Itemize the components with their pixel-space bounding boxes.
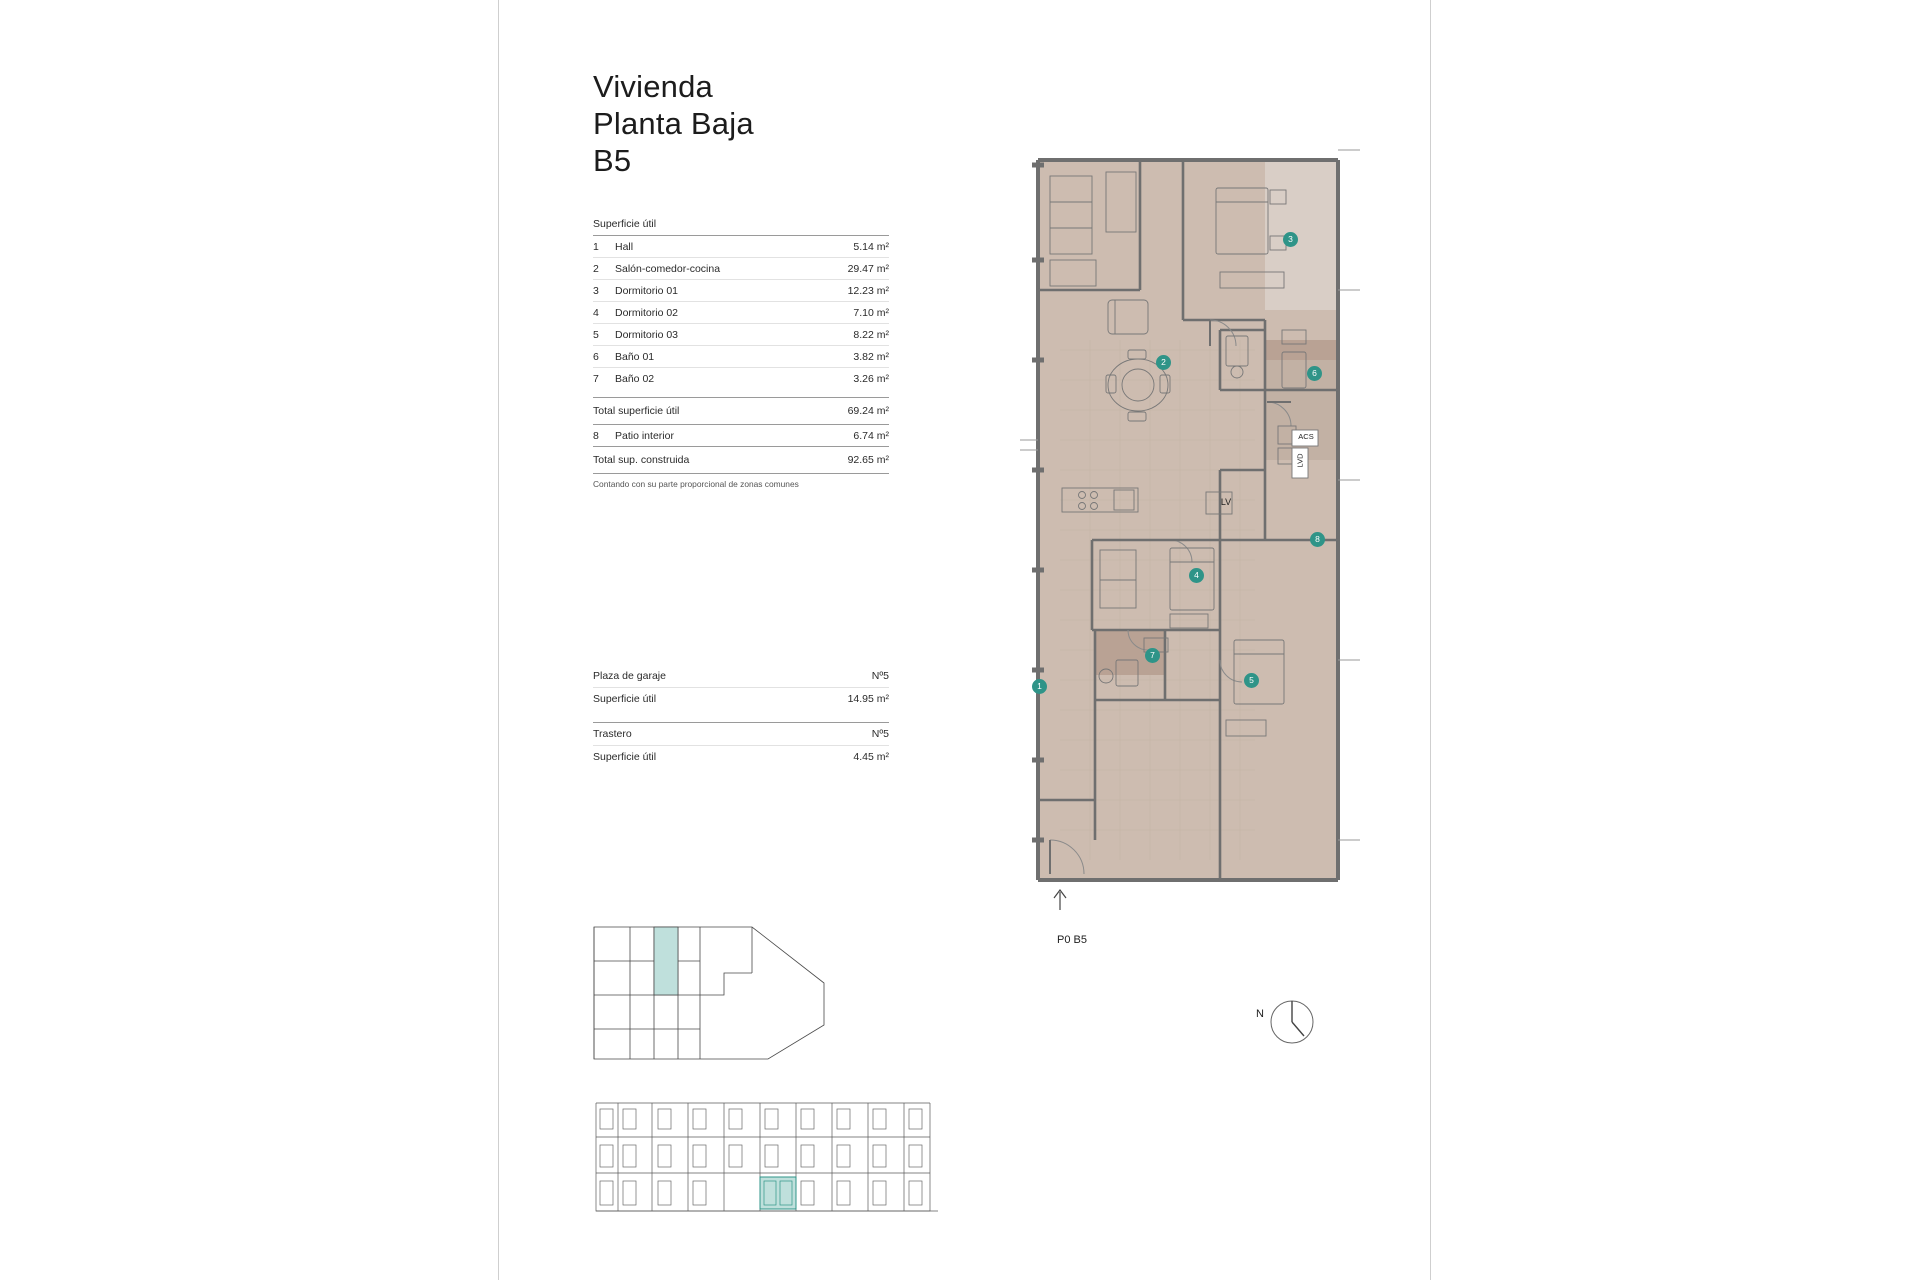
row-value: 6.74 m² [853, 429, 889, 442]
row-label: Baño 02 [615, 372, 655, 385]
floor-fill-group [1038, 160, 1338, 880]
storage-area-row [593, 746, 889, 768]
table-row [593, 425, 889, 446]
table-row [593, 368, 889, 389]
garage-row [593, 665, 889, 688]
elevation-diagram [592, 1085, 942, 1220]
room-tag-6: 6 [1307, 366, 1322, 381]
total-useful-area-row [593, 397, 889, 425]
row-label: Baño 01 [615, 350, 655, 363]
storage-value: Nº5 [871, 728, 889, 740]
north-arrow-icon [1250, 990, 1330, 1050]
extras-table [593, 665, 889, 768]
garage-value: Nº5 [871, 670, 889, 682]
row-number: 5 [593, 328, 599, 341]
row-number: 2 [593, 262, 599, 275]
acs-label: ACS [1298, 432, 1314, 441]
row-value: 3.26 m² [853, 372, 889, 385]
sheet-rule-right [1430, 0, 1431, 1280]
row-number: 1 [593, 240, 599, 253]
total-built-area-label: Total sup. construida [593, 454, 690, 466]
storage-label: Trastero [593, 728, 632, 740]
row-label: Dormitorio 01 [615, 284, 679, 297]
row-value: 3.82 m² [853, 350, 889, 363]
floor-plan [1020, 140, 1420, 930]
storage-area-label: Superficie útil [593, 751, 657, 763]
room-tag-1: 1 [1032, 679, 1047, 694]
sheet-rule-left [498, 0, 499, 1280]
row-number: 4 [593, 306, 599, 319]
row-value: 7.10 m² [853, 306, 889, 319]
total-useful-area-label: Total superficie útil [593, 405, 680, 417]
table-row [593, 324, 889, 346]
table-row [593, 346, 889, 368]
row-label: Salón-comedor-cocina [615, 262, 721, 275]
row-number: 6 [593, 350, 599, 363]
row-label: Dormitorio 02 [615, 306, 679, 319]
lv-label: LV [1220, 497, 1232, 507]
title-line-3: B5 [593, 143, 632, 178]
key-plan-diagram [592, 925, 832, 1065]
table-row [593, 280, 889, 302]
garage-area-label: Superficie útil [593, 693, 657, 705]
table-row [593, 236, 889, 258]
row-number: 3 [593, 284, 599, 297]
row-value: 5.14 m² [853, 240, 889, 253]
areas-table [593, 218, 889, 490]
elevation-highlight [760, 1177, 796, 1209]
row-value: 8.22 m² [853, 328, 889, 341]
row-label: Hall [615, 240, 634, 253]
north-label: N [1256, 1008, 1264, 1020]
north-indicator [1250, 990, 1330, 1050]
garage-area-value: 14.95 m² [847, 693, 889, 705]
key-plan-highlight [654, 927, 678, 995]
areas-footnote: Contando con su parte proporcional de zonas comunes [593, 479, 799, 489]
room-tag-2: 2 [1156, 355, 1171, 370]
floor-plan-svg [1020, 140, 1420, 930]
page-title [593, 68, 1013, 179]
row-number: 8 [593, 429, 599, 442]
storage-row [593, 722, 889, 746]
areas-section-header: Superficie útil [593, 218, 889, 236]
storage-area-value: 4.45 m² [853, 751, 889, 763]
room-tag-4: 4 [1189, 568, 1204, 583]
title-line-1: Vivienda [593, 69, 713, 104]
total-built-area-value: 92.65 m² [847, 454, 889, 466]
entrance-arrow-icon [1054, 890, 1066, 910]
garage-label: Plaza de garaje [593, 670, 666, 682]
room-tag-7: 7 [1145, 648, 1160, 663]
row-value: 29.47 m² [847, 262, 889, 275]
room-tag-8: 8 [1310, 532, 1325, 547]
lvd-label: LVD [1295, 453, 1305, 468]
table-row [593, 258, 889, 280]
title-line-2: Planta Baja [593, 106, 754, 141]
room-tag-5: 5 [1244, 673, 1259, 688]
total-built-area-row [593, 446, 889, 474]
plan-caption: P0 B5 [1057, 934, 1087, 946]
row-number: 7 [593, 372, 599, 385]
row-value: 12.23 m² [847, 284, 889, 297]
total-useful-area-value: 69.24 m² [847, 405, 889, 417]
key-plan-svg [592, 925, 832, 1065]
row-label: Dormitorio 03 [615, 328, 679, 341]
table-row [593, 302, 889, 324]
row-label: Patio interior [615, 429, 674, 442]
bathroom-01-area [1265, 340, 1338, 360]
room-tag-3: 3 [1283, 232, 1298, 247]
elevation-svg [592, 1085, 942, 1220]
garage-area-row [593, 688, 889, 710]
